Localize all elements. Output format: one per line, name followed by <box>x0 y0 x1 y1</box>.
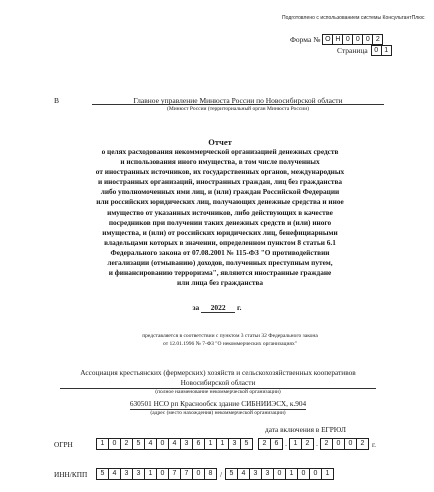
inn-kpp-separator: / <box>219 469 223 479</box>
report-line: посредников при получении таких денежных средств и (или) иного <box>108 217 332 227</box>
legal-note-line: представляется в соответствии с пунктом 3 статьи 32 Федерального закона <box>142 333 318 339</box>
report-line: и иностранных организаций, иностранных граждан, лиц без гражданства <box>97 177 343 187</box>
recipient-caption: (Минюст России (территориальный орган Минюста России) <box>166 106 310 112</box>
report-line: и финансированию терроризма", являются иностранные граждане <box>108 268 332 278</box>
ogrn-digit: 5 <box>132 439 144 449</box>
inn-digit: 7 <box>180 469 192 479</box>
inn-boxes <box>96 468 217 480</box>
form-code-cell: 0 <box>342 35 352 44</box>
organization-name-line: Новосибирской области <box>180 377 256 387</box>
ogrn-digit: 6 <box>192 439 204 449</box>
kpp-digit: 3 <box>261 469 273 479</box>
organization-address: 630501 НСО рп Краснообск здание СИБНИИЭСХ, к.904 <box>129 399 307 408</box>
form-number-label: Форма № <box>290 34 321 44</box>
recipient-name: Главное управление Минюста России по Новосибирской области <box>133 96 343 105</box>
ogrn-digit: 3 <box>228 439 240 449</box>
report-line: либо уполномоченных ими лиц, и (или) граждан Российской Федерации <box>100 187 340 197</box>
ogrn-digit: 1 <box>204 439 216 449</box>
page-number-row <box>337 45 392 56</box>
report-line: Федерального закона от 07.08.2001 № 115-ФЗ "О противодействии <box>110 247 330 257</box>
kpp-digit: 5 <box>229 470 234 477</box>
date-year-digit: 2 <box>324 440 329 447</box>
kpp-digit: 0 <box>309 469 321 479</box>
date-year-digit: 2 <box>356 439 368 449</box>
ogrn-digit: 1 <box>100 440 105 447</box>
legal-basis-note <box>100 332 360 348</box>
ogrn-digit: 2 <box>120 439 132 449</box>
kpp-boxes <box>225 468 334 480</box>
date-year-boxes <box>320 438 369 450</box>
kpp-digit: 3 <box>249 469 261 479</box>
organization-name-caption: (полное наименование некоммерческой организации) <box>155 389 281 395</box>
report-line: имущества, и (или) от российских юридических лиц, бенефициарными <box>102 227 338 237</box>
date-year-digit: 0 <box>344 439 356 449</box>
page-number-label: Страница <box>337 46 368 55</box>
ogrn-digit: 4 <box>144 439 156 449</box>
inn-digit: 5 <box>100 470 105 477</box>
form-code-cell: О <box>325 35 331 43</box>
report-line: легализации (отмыванию) доходов, полученных преступным путем, <box>107 258 333 268</box>
organization-name <box>60 368 376 387</box>
form-number-row <box>290 34 383 44</box>
ogrn-label: ОГРН <box>54 440 73 449</box>
inn-digit: 1 <box>144 469 156 479</box>
consultant-plus-note: Подготовлено с использованием системы КонсультантПлюс <box>282 15 425 21</box>
kpp-digit: 1 <box>285 469 297 479</box>
organization-name-line: Ассоциация крестьянских (фермерских) хозяйств и сельскохозяйственных кооперативов <box>80 368 356 377</box>
date-year-digit: 0 <box>332 439 344 449</box>
form-code-cell: 2 <box>372 35 382 44</box>
report-line: или лица без гражданства <box>176 278 264 288</box>
kpp-digit: 0 <box>297 469 309 479</box>
kpp-digit: 1 <box>321 469 333 479</box>
kpp-digit: 0 <box>273 469 285 479</box>
report-line: от иностранных источников, их государственных органов, международных <box>95 167 345 177</box>
report-line: владельцами которых в значении, определенном пунктом 8 статьи 6.1 <box>104 237 336 247</box>
ogrn-digit: 5 <box>240 439 252 449</box>
egrul-date <box>258 438 376 450</box>
report-subject <box>46 147 394 288</box>
legal-note-line: от 12.01.1996 № 7-ФЗ "О некоммерческих организациях" <box>163 341 297 347</box>
date-month-boxes <box>289 438 314 450</box>
report-line: или российских юридических лиц, получающих денежные средства и иное <box>96 197 344 207</box>
recipient-underline <box>92 104 384 105</box>
page-number-cell: 0 <box>374 47 379 54</box>
form-code-cell: Н <box>332 35 342 44</box>
egrul-date-label: дата включения в ЕГРЮЛ <box>265 425 346 434</box>
recipient-prefix: В <box>54 96 60 105</box>
inn-digit: 4 <box>108 469 120 479</box>
date-month-digit: 1 <box>293 440 298 447</box>
inn-digit: 3 <box>132 469 144 479</box>
ogrn-digit: 3 <box>180 439 192 449</box>
inn-digit: 0 <box>156 469 168 479</box>
report-year-row <box>0 303 434 313</box>
date-month-digit: 2 <box>301 439 313 449</box>
form-code-boxes <box>322 34 383 45</box>
report-line: о целях расходования некоммерческой организацией денежных средств <box>101 147 339 156</box>
report-year: 2022 <box>201 303 235 313</box>
inn-digit: 8 <box>204 469 216 479</box>
report-title: Отчет <box>208 137 232 147</box>
year-suffix: г. <box>237 303 242 312</box>
report-line: имущество от указанных источников, либо действующих в качестве <box>107 207 333 217</box>
address-caption: (адрес (место нахождения) некоммерческой организации) <box>150 410 286 416</box>
inn-digit: 3 <box>120 469 132 479</box>
form-code-cell: 0 <box>352 35 362 44</box>
page-number-cell: 1 <box>381 46 391 55</box>
date-day-digit: 6 <box>270 439 282 449</box>
ogrn-digit: 4 <box>168 439 180 449</box>
date-separator: . <box>316 440 318 448</box>
year-prefix: за <box>192 303 200 312</box>
ogrn-boxes <box>96 438 253 450</box>
inn-digit: 0 <box>192 469 204 479</box>
date-day-digit: 2 <box>262 440 267 447</box>
form-code-cell: 0 <box>362 35 372 44</box>
inn-kpp-boxes <box>96 468 334 480</box>
date-day-boxes <box>258 438 283 450</box>
kpp-digit: 4 <box>237 469 249 479</box>
ogrn-digit: 0 <box>108 439 120 449</box>
date-separator: . <box>285 440 287 448</box>
report-line: и использования иного имущества, в том числе полученных <box>120 157 320 167</box>
page-number-boxes <box>371 45 392 56</box>
inn-kpp-label: ИНН/КПП <box>54 470 88 479</box>
ogrn-digit: 1 <box>216 439 228 449</box>
date-suffix: г. <box>372 439 376 449</box>
ogrn-digit: 0 <box>156 439 168 449</box>
inn-digit: 7 <box>168 469 180 479</box>
